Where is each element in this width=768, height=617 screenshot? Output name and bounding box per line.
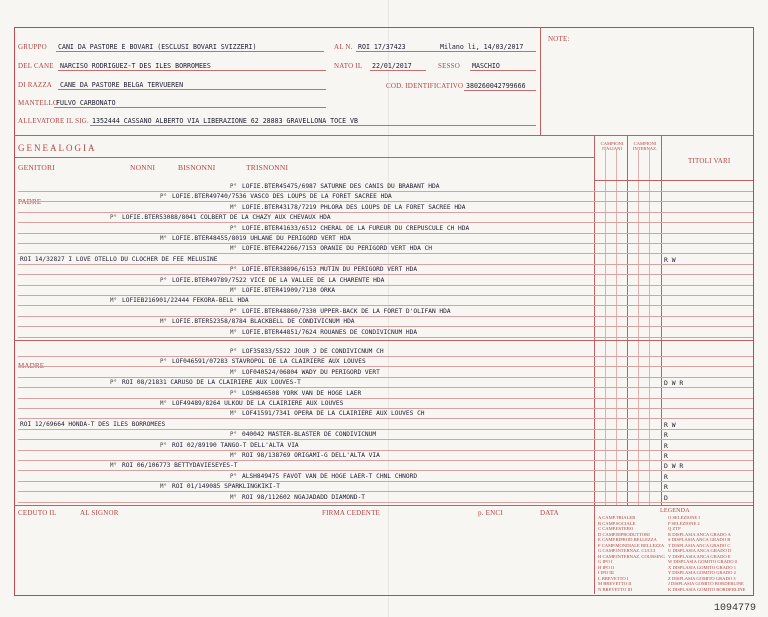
title-mark: D W R <box>664 462 684 471</box>
ancestor-name: LOFIE.BTER49789/7522 VICE DE LA VALLEE DE LA CHARENTE HDA <box>171 276 385 284</box>
title-mark: R <box>664 441 668 450</box>
issue-date: Milano li, 14/03/2017 <box>440 43 524 51</box>
sex-value: MASCHIO <box>472 62 500 70</box>
gender-prefix: M° <box>160 319 167 326</box>
row-rule <box>18 377 753 378</box>
row-rule <box>18 305 753 306</box>
col-genitori: GENITORI <box>18 163 55 172</box>
ancestor-name: LOFIE.BTER45475/6987 SATURNE DES CANIS DU BRABANT HDA <box>241 183 440 190</box>
legend-item: D CAMP.RIPRODUTTORI <box>598 531 650 537</box>
gender-prefix: P° <box>230 390 237 397</box>
pedigree-entry <box>230 348 384 355</box>
gender-prefix: P° <box>160 359 167 366</box>
pedigree-entry <box>230 390 361 397</box>
legend-item: P SELEZIONE 2 <box>668 520 700 526</box>
legend-item: V DISPLASIA ANCA GRADO E <box>668 553 731 559</box>
title-mark: R <box>664 431 668 440</box>
pedigree-entry <box>110 379 301 386</box>
row-rule <box>18 274 753 275</box>
pedigree-entry <box>160 442 299 449</box>
legend-item: H CAMP.INTERNAZ. COURSING <box>598 553 665 559</box>
pedigree-entry <box>230 452 380 459</box>
gender-prefix: M° <box>230 369 237 376</box>
serial-number: 1094779 <box>713 603 756 614</box>
row-rule <box>18 481 753 482</box>
pedigree-entry <box>160 193 392 200</box>
data-label: DATA <box>540 509 559 517</box>
ancestor-name: ROI 98/112602 NGAJADADD DIAMOND-T <box>241 493 365 501</box>
legend-item: C CAMP.ESTERO <box>598 526 634 531</box>
legend-item: X DISPLASIA GOMITO GRADO 1 <box>668 564 737 570</box>
title-mark: R <box>664 452 668 460</box>
row-rule <box>18 470 753 471</box>
pedigree-entry <box>230 431 376 438</box>
gender-prefix: P° <box>160 277 167 284</box>
pedigree-entry <box>230 329 417 336</box>
col-nonni: NONNI <box>130 163 156 172</box>
gender-prefix: P° <box>160 194 167 201</box>
row-rule <box>18 326 753 327</box>
title-mark: R <box>664 472 668 481</box>
ancestor-name: ROI 02/89190 TANGO-T DELL'ALTA VIA <box>171 441 299 449</box>
gender-prefix: P° <box>230 473 237 480</box>
row-rule <box>18 337 753 338</box>
legend-item: M BREVETTO II <box>598 581 632 586</box>
legend-item: F CAMP.MONDIALE BELLEZZA <box>598 542 665 548</box>
row-rule <box>18 366 753 367</box>
legend-item: G IPO I <box>598 559 613 564</box>
ancestor-name: 040042 MASTER-BLASTER DE CONDIVICNUM <box>241 431 377 439</box>
legend-item: E CAMP.RIPROD.BELLEZZA <box>598 537 657 542</box>
ancestor-name: LOFIE.BTER42266/7153 ORANIE DU PERIGORD VERT HDA CH <box>241 245 432 253</box>
pedigree-entry <box>20 421 165 428</box>
row-rule <box>18 243 753 244</box>
row-rule <box>18 316 753 317</box>
pedigree-entry <box>20 256 217 263</box>
gender-prefix: M° <box>160 236 167 242</box>
ancestor-name: LOFIE.BTER41909/7130 ORKA <box>241 287 336 294</box>
pedigree-entry <box>230 245 432 252</box>
pedigree-entry <box>110 214 331 221</box>
ancestor-name: LOFIEB216901/22444 FEKORA-BELL HDA <box>121 297 249 305</box>
firma-label: FIRMA CEDENTE <box>322 509 381 517</box>
col-trisnonni: TRISNONNI <box>246 163 289 172</box>
legenda-title: LEGENDA <box>660 508 690 514</box>
legend-item: Z DISPLASIA GOMITO GRADO 3 <box>668 575 736 581</box>
gender-prefix: P° <box>230 184 237 190</box>
ancestor-name: LOSH846508 YORK VAN DE HOGE LAER <box>241 389 362 397</box>
gender-prefix: M° <box>230 411 237 418</box>
pedigree-entry <box>230 494 365 501</box>
legend-item: J DISPLASIA GOMITO BORDERLINE <box>668 581 744 586</box>
pedigree-entry <box>230 308 451 315</box>
genealogia-title: GENEALOGIA <box>18 143 97 153</box>
row-rule <box>18 491 753 492</box>
legend-item: H IPO II <box>598 564 615 570</box>
pedigree-entry <box>160 358 366 365</box>
ancestor-name: LOFIE.BTER38896/6153 MUTIN DU PERIGORD VERT HDA <box>241 266 418 274</box>
pedigree-entry <box>230 225 469 232</box>
gender-prefix: M° <box>230 204 237 211</box>
legend-item: N BREVETTO III <box>598 586 633 592</box>
row-rule <box>18 233 753 234</box>
ancestor-name: LOFIE.BTER52358/8784 BLACKBELL DE CONDIVICNUM HDA <box>171 318 355 326</box>
pedigree-entry <box>160 235 351 242</box>
row-rule <box>18 295 753 296</box>
pedigree-entry <box>110 297 249 304</box>
ancestor-name: ROI 98/138769 ORIGAMI-G DELL'ALTA VIA <box>241 452 380 459</box>
ancestor-name: ROI 08/21831 CARUSO DE LA CLAIRIERE AUX LOUVES-T <box>121 379 301 387</box>
row-rule <box>18 450 753 451</box>
title-mark: D <box>664 493 668 502</box>
pedigree-entry <box>160 400 343 407</box>
title-mark: R W <box>664 420 676 429</box>
legend-item: W DISPLASIA GOMITO GRADO 0 <box>668 559 737 564</box>
sesso-label: SESSO <box>438 62 461 70</box>
birth-date: 22/01/2017 <box>372 62 412 70</box>
title-mark: D W R <box>664 379 684 388</box>
gender-prefix: P° <box>230 432 237 439</box>
ancestor-name: LOF35833/5522 JOUR J DE CONDIVICNUM CH <box>241 348 384 355</box>
row-rule <box>18 502 753 503</box>
ancestor-name: ROI 12/69664 HONDA-T DES ILES BORROMEES <box>20 420 166 428</box>
ancestor-name: ROI 01/149085 SPARKLINGKIKI-T <box>171 483 281 491</box>
ancestor-name: LOFIE.BTER48455/8019 UHLANE DU PERIGORD VERT HDA <box>171 235 351 242</box>
razza-label: DI RAZZA <box>18 81 53 89</box>
row-rule <box>18 285 753 286</box>
gruppo-value: CANI DA PASTORE E BOVARI (ESCLUSI BOVARI SVIZZERI) <box>58 43 257 51</box>
signor-label: AL SIGNOR <box>80 509 119 517</box>
ancestor-name: ROI 14/32827 I LOVE OTELLO DU CLOCHER DE FEE MELUSINE <box>20 255 218 263</box>
pedigree-entry <box>230 369 380 376</box>
row-rule <box>18 460 753 461</box>
ancestor-name: ROI 06/106773 BETTYDAVIESEYES-T <box>121 462 238 470</box>
title-mark: R <box>664 483 668 492</box>
breeder-value: 1352444 CASSANO ALBERTO VIA LIBERAZIONE 62 28883 GRAVELLONA TOCE VB <box>92 117 358 125</box>
ancestor-name: LOFIE.BTER48860/7330 UPPER-BACK DE LA FORET D'OLIFAN HDA <box>241 307 451 315</box>
title-mark: R W <box>664 255 676 264</box>
legend-item: I IPO III <box>598 570 614 575</box>
row-rule <box>18 222 753 223</box>
gender-prefix: P° <box>230 225 237 232</box>
legend-item: A CAMP.TRIALER <box>598 515 636 520</box>
ancestor-name: LOFIE.BTER44851/7624 ROUANES DE CONDIVICNUM HDA <box>241 328 418 336</box>
gruppo-label: GRUPPO <box>18 43 47 51</box>
legend-item: Q ZTP <box>668 526 681 531</box>
campioni-internaz-header: CAMPIONI INTERNAZ. <box>632 141 658 151</box>
note-label: NOTE: <box>548 35 570 43</box>
ancestor-name: LOF49489/8264 ULKOU DE LA CLAIRIERE AUX LOUVES <box>171 400 344 407</box>
pedigree-entry <box>230 410 425 417</box>
row-rule <box>18 212 753 213</box>
enci-label: p. ENCI <box>478 509 503 517</box>
row-rule <box>18 418 753 419</box>
titoli-vari-header: TITOLI VARI <box>688 157 731 165</box>
al-n-value: ROI 17/37423 <box>358 43 406 51</box>
pedigree-entry <box>160 277 384 284</box>
microchip-code: 380260042799666 <box>466 82 526 90</box>
gender-prefix: M° <box>110 298 117 305</box>
gender-prefix: M° <box>230 494 237 501</box>
legend-item: L BREVETTO I <box>598 575 629 581</box>
legend-item: G CAMP.INTERNAZ. CUCCI <box>598 548 656 553</box>
row-rule <box>18 253 753 254</box>
pedigree-entry <box>230 183 439 190</box>
gender-prefix: M° <box>230 246 237 253</box>
gender-prefix: M° <box>230 329 237 336</box>
row-rule <box>18 201 753 202</box>
ancestor-name: LOFIE.BTER49740/7536 VASCO DES LOUPS DE LA FORET SACREE HDA <box>171 193 392 201</box>
row-rule <box>18 387 753 388</box>
gender-prefix: M° <box>230 288 237 294</box>
row-rule <box>18 398 753 399</box>
ancestor-name: LOFIE.BTER43178/7219 PHLORA DES LOUPS DE LA FORET SACREE HDA <box>241 203 466 211</box>
ancestor-name: LOF046591/07283 STAVROPOL DE LA CLAIRIERE AUX LOUVES <box>171 358 366 366</box>
ancestor-name: LOF040524/06804 WADY DU PERIGORD VERT <box>241 368 380 376</box>
al-n-label: AL N. <box>334 43 353 51</box>
gender-prefix: P° <box>160 442 167 449</box>
gender-prefix: P° <box>110 380 117 387</box>
pedigree-entry <box>230 287 335 294</box>
row-rule <box>18 408 753 409</box>
pedigree-entry <box>160 318 355 325</box>
gender-prefix: M° <box>110 463 117 470</box>
pedigree-entry <box>110 462 237 469</box>
ancestor-name: LOFIE.BTER53088/8041 COLBERT DE LA CHAZY AUX CHEVAUX HDA <box>121 214 331 222</box>
gender-prefix: P° <box>110 215 117 222</box>
legend-item: O SELEZIONE I <box>668 515 700 520</box>
allevatore-label: ALLEVATORE IL SIG. <box>18 117 89 125</box>
ancestor-name: LOFIE.BTER41633/6512 CHERAL DE LA FUREUR DU CREPUSCULE CH HDA <box>241 224 470 232</box>
mantello-label: MANTELLO <box>18 99 59 107</box>
legend-item: Y DISPLASIA GOMITO GRADO 2 <box>668 570 736 575</box>
legend-item: U DISPLASIA ANCA GRADO D <box>668 548 732 553</box>
legend-item: S DISPLASIA ANCA GRADO B <box>668 537 731 542</box>
gender-prefix: M° <box>160 401 167 407</box>
ancestor-name: ALSH849475 FAVOT VAN DE HOGE LAER-T CHNL CHNORD <box>241 472 418 480</box>
dog-name: NARCISO RODRIGUEZ-T DES ILES BORROMEES <box>60 62 211 70</box>
legend-item: K DISPLASIA GOMITO BORDERLINE <box>668 586 746 592</box>
codice-label: COD. IDENTIFICATIVO <box>386 82 464 90</box>
legend-item: R DISPLASIA ANCA GRADO A <box>668 531 731 537</box>
breed-value: CANE DA PASTORE BELGA TERVUEREN <box>60 81 184 89</box>
gender-prefix: P° <box>230 308 237 315</box>
coat-value: FULVO CARBONATO <box>56 99 116 107</box>
row-rule <box>18 356 753 357</box>
row-rule <box>18 191 753 192</box>
col-bisnonni: BISNONNI <box>178 163 216 172</box>
gender-prefix: M° <box>160 484 167 491</box>
gender-prefix: M° <box>230 453 237 459</box>
del-cane-label: DEL CANE <box>18 62 54 70</box>
pedigree-entry <box>230 204 466 211</box>
row-rule <box>18 264 753 265</box>
gender-prefix: P° <box>230 349 237 355</box>
ceduto-label: CEDUTO IL <box>18 509 57 517</box>
pedigree-entry <box>230 473 417 480</box>
row-rule <box>18 439 753 440</box>
legend-item: B CAMP.SOCIALE <box>598 520 636 526</box>
pedigree-entry <box>230 266 417 273</box>
pedigree-entry <box>160 483 280 490</box>
ancestor-name: LOF41591/7341 OPERA DE LA CLAIRIERE AUX LOUVES CH <box>241 410 425 418</box>
legend-item: T DISPLASIA ANCA GRADO C <box>668 542 731 548</box>
nato-label: NATO IL <box>334 62 363 70</box>
campioni-italiani-header: CAMPIONI ITALIANI <box>600 141 624 151</box>
gender-prefix: P° <box>230 267 237 274</box>
row-rule <box>18 429 753 430</box>
